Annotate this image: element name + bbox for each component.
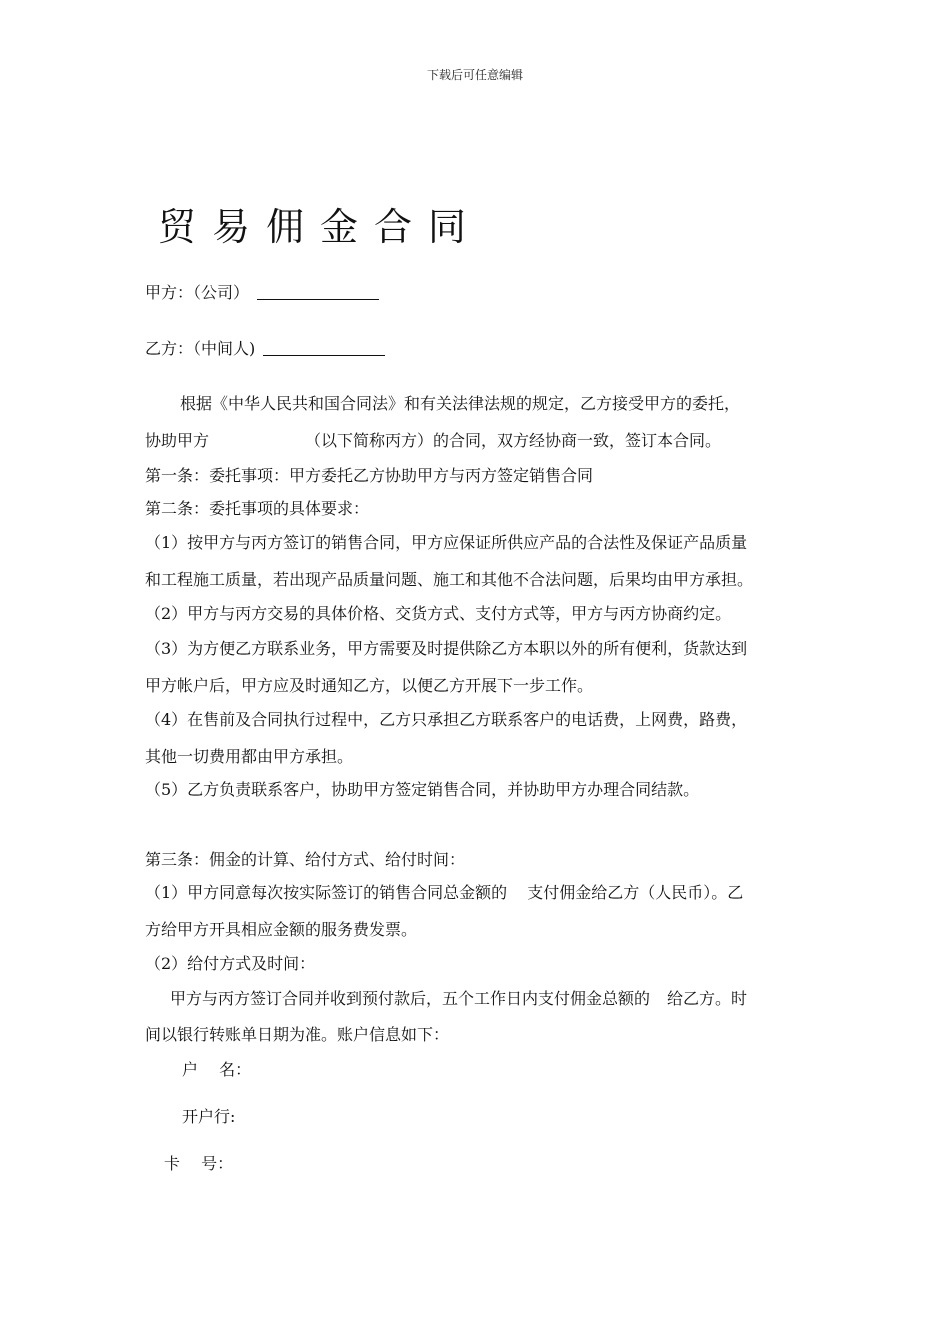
party-a-blank (257, 285, 379, 300)
page-header: 下载后可任意编辑 (426, 68, 523, 82)
party-b-line (145, 336, 385, 359)
preamble-line-2b: （以下简称丙方）的合同，双方经协商一致，签订本合同。 (305, 431, 722, 450)
article-3-item-1a-part2: 支付佣金给乙方（人民币）。乙 (527, 883, 744, 902)
article-2-item-2: （2）甲方与丙方交易的具体价格、交货方式、支付方式等，甲方与丙方协商约定。 (145, 604, 732, 623)
article-2-item-4a: （4）在售前及合同执行过程中，乙方只承担乙方联系客户的电话费，上网费，路费， (145, 710, 748, 729)
preamble-line-2 (145, 428, 721, 451)
article-2-heading: 第二条：委托事项的具体要求： (145, 499, 370, 518)
article-3-heading: 第三条：佣金的计算、给付方式、给付时间： (145, 850, 466, 869)
party-b-blank (263, 341, 385, 356)
article-3-item-2a-part1: 甲方与丙方签订合同并收到预付款后，五个工作日内支付佣金总额的 (170, 989, 651, 1008)
article-3-item-2a (170, 986, 747, 1009)
article-2-item-3b: 甲方帐户后，甲方应及时通知乙方，以便乙方开展下一步工作。 (145, 676, 594, 695)
article-2-item-5: （5）乙方负责联系客户，协助甲方签定销售合同，并协助甲方办理合同结款。 (145, 780, 700, 799)
contract-title: 贸易佣金合同 (158, 205, 483, 249)
article-2-item-1b: 和工程施工质量，若出现产品质量问题、施工和其他不合法问题，后果均由甲方承担。 (145, 570, 754, 589)
article-3-item-1b: 方给甲方开具相应金额的服务费发票。 (145, 920, 418, 939)
article-2-item-1a: （1）按甲方与丙方签订的销售合同，甲方应保证所供应产品的合法性及保证产品质量 (145, 533, 748, 552)
party-a-line (145, 280, 379, 303)
preamble-line-1: 根据《中华人民共和国合同法》和有关法律法规的规定，乙方接受甲方的委托， (180, 394, 741, 413)
article-2-item-4b: 其他一切费用都由甲方承担。 (145, 747, 354, 766)
article-3-item-1a-part1: （1）甲方同意每次按实际签订的销售合同总金额的 (145, 883, 508, 902)
article-1: 第一条：委托事项：甲方委托乙方协助甲方与丙方签定销售合同 (145, 466, 594, 485)
party-a-label: 甲方：（公司） (145, 283, 250, 302)
account-bank-label: 开户行: (182, 1107, 236, 1126)
account-card-label: 卡 号： (164, 1154, 234, 1173)
article-3-item-2a-part2: 给乙方。时 (667, 989, 748, 1008)
article-2-item-3a: （3）为方便乙方联系业务，甲方需要及时提供除乙方本职以外的所有便利，货款达到 (145, 639, 748, 658)
account-name-label: 户 名： (182, 1060, 252, 1079)
article-3-item-2b: 间以银行转账单日期为准。账户信息如下： (145, 1025, 450, 1044)
article-3-item-1a (145, 880, 743, 903)
article-3-item-2: （2）给付方式及时间： (145, 954, 316, 973)
preamble-line-2a: 协助甲方 (145, 431, 210, 450)
party-b-label: 乙方：（中间人) (145, 339, 256, 358)
